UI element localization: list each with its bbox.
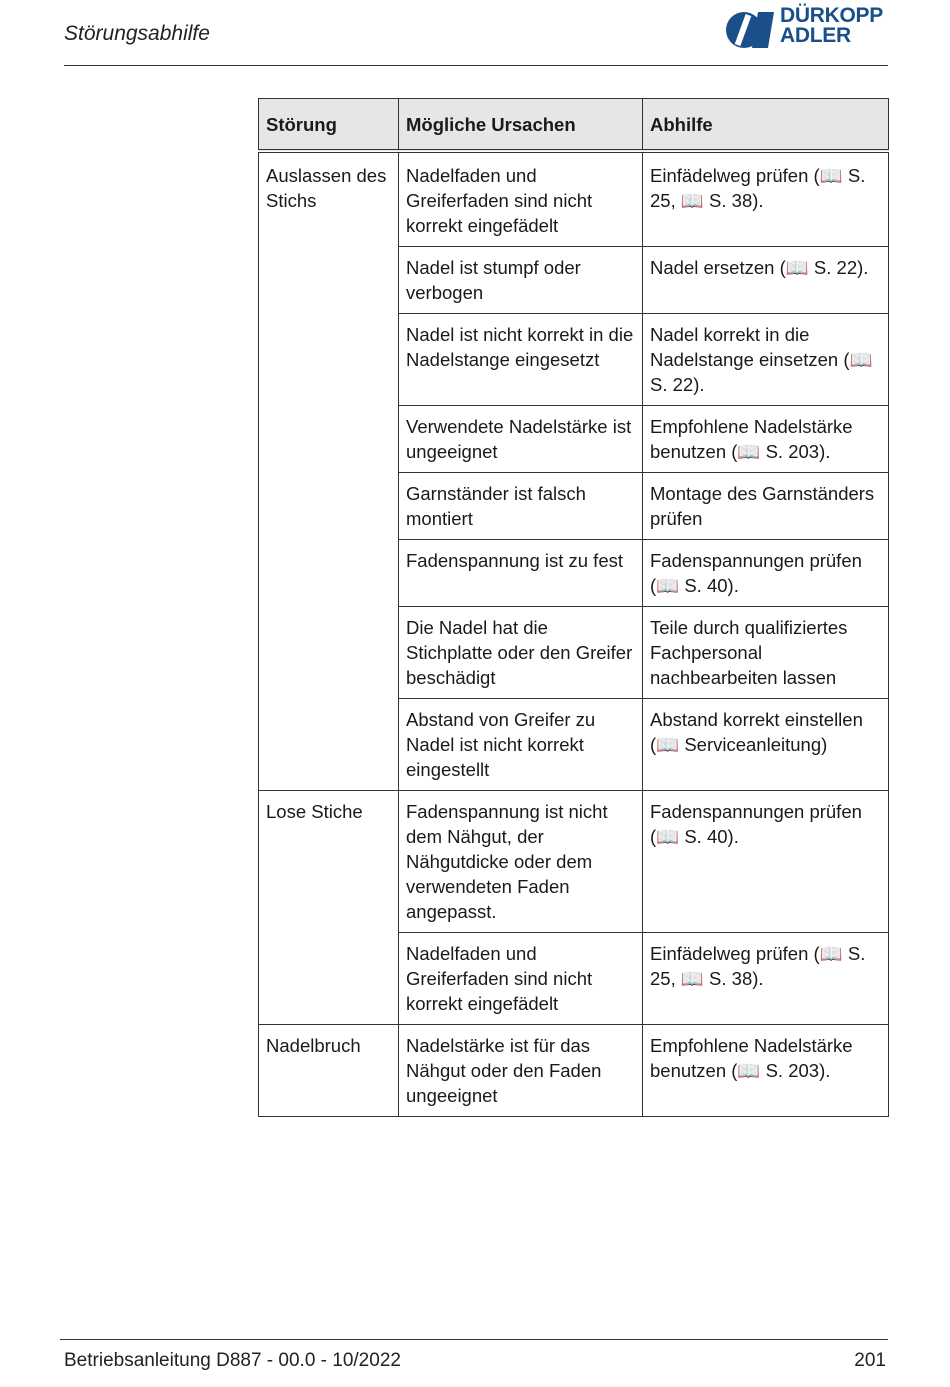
page-number: 201 xyxy=(854,1350,886,1371)
remedy-cell: Einfädelweg prüfen (📖 S. 25, 📖 S. 38). xyxy=(643,933,889,1025)
logo-line-2: ADLER xyxy=(780,24,851,47)
cause-cell: Nadel ist nicht korrekt in die Nadelstange eingesetzt xyxy=(399,314,643,406)
column-header-fault: Störung xyxy=(259,99,399,152)
cause-cell: Garnständer ist falsch montiert xyxy=(399,473,643,540)
document-reference: Betriebsanleitung D887 - 00.0 - 10/2022 xyxy=(64,1350,401,1371)
table-row xyxy=(259,791,889,933)
cause-cell: Nadelfaden und Greiferfaden sind nicht korrekt eingefädelt xyxy=(399,933,643,1025)
logo-mark-icon xyxy=(724,10,776,50)
fault-cell: Lose Stiche xyxy=(259,791,399,1025)
cause-cell: Verwendete Nadelstärke ist ungeeignet xyxy=(399,406,643,473)
footer-divider xyxy=(60,1339,888,1340)
column-header-causes: Mögliche Ursachen xyxy=(399,99,643,152)
cause-cell: Abstand von Greifer zu Nadel ist nicht korrekt eingestellt xyxy=(399,699,643,791)
column-header-remedy: Abhilfe xyxy=(643,99,889,152)
cause-cell: Nadelfaden und Greiferfaden sind nicht korrekt eingefädelt xyxy=(399,151,643,247)
remedy-cell: Fadenspannungen prüfen (📖 S. 40). xyxy=(643,791,889,933)
table-row xyxy=(259,151,889,247)
remedy-cell: Teile durch qualifiziertes Fachpersonal nachbearbeiten lassen xyxy=(643,607,889,699)
fault-cell: Auslassen des Stichs xyxy=(259,151,399,791)
remedy-cell: Nadel ersetzen (📖 S. 22). xyxy=(643,247,889,314)
brand-logo xyxy=(724,6,894,50)
cause-cell: Nadelstärke ist für das Nähgut oder den Faden ungeeignet xyxy=(399,1025,643,1117)
section-title: Störungsabhilfe xyxy=(64,22,210,45)
troubleshooting-table xyxy=(258,98,889,1117)
header-divider xyxy=(64,65,888,66)
table-header-row xyxy=(259,99,889,152)
remedy-cell: Einfädelweg prüfen (📖 S. 25, 📖 S. 38). xyxy=(643,151,889,247)
cause-cell: Fadenspannung ist zu fest xyxy=(399,540,643,607)
logo-wordmark xyxy=(780,6,883,46)
cause-cell: Fadenspannung ist nicht dem Nähgut, der Nähgutdicke oder dem verwendeten Faden angepasst. xyxy=(399,791,643,933)
remedy-cell: Empfohlene Nadelstärke benutzen (📖 S. 203). xyxy=(643,406,889,473)
remedy-cell: Fadenspannungen prüfen (📖 S. 40). xyxy=(643,540,889,607)
remedy-cell: Nadel korrekt in die Nadelstange einsetzen (📖 S. 22). xyxy=(643,314,889,406)
cause-cell: Nadel ist stumpf oder verbogen xyxy=(399,247,643,314)
remedy-cell: Empfohlene Nadelstärke benutzen (📖 S. 203). xyxy=(643,1025,889,1117)
cause-cell: Die Nadel hat die Stichplatte oder den Greifer beschädigt xyxy=(399,607,643,699)
table-row xyxy=(259,1025,889,1117)
fault-cell: Nadelbruch xyxy=(259,1025,399,1117)
remedy-cell: Abstand korrekt einstellen (📖 Serviceanleitung) xyxy=(643,699,889,791)
remedy-cell: Montage des Garnständers prüfen xyxy=(643,473,889,540)
logo-line-1: DÜRKOPP xyxy=(780,4,883,27)
